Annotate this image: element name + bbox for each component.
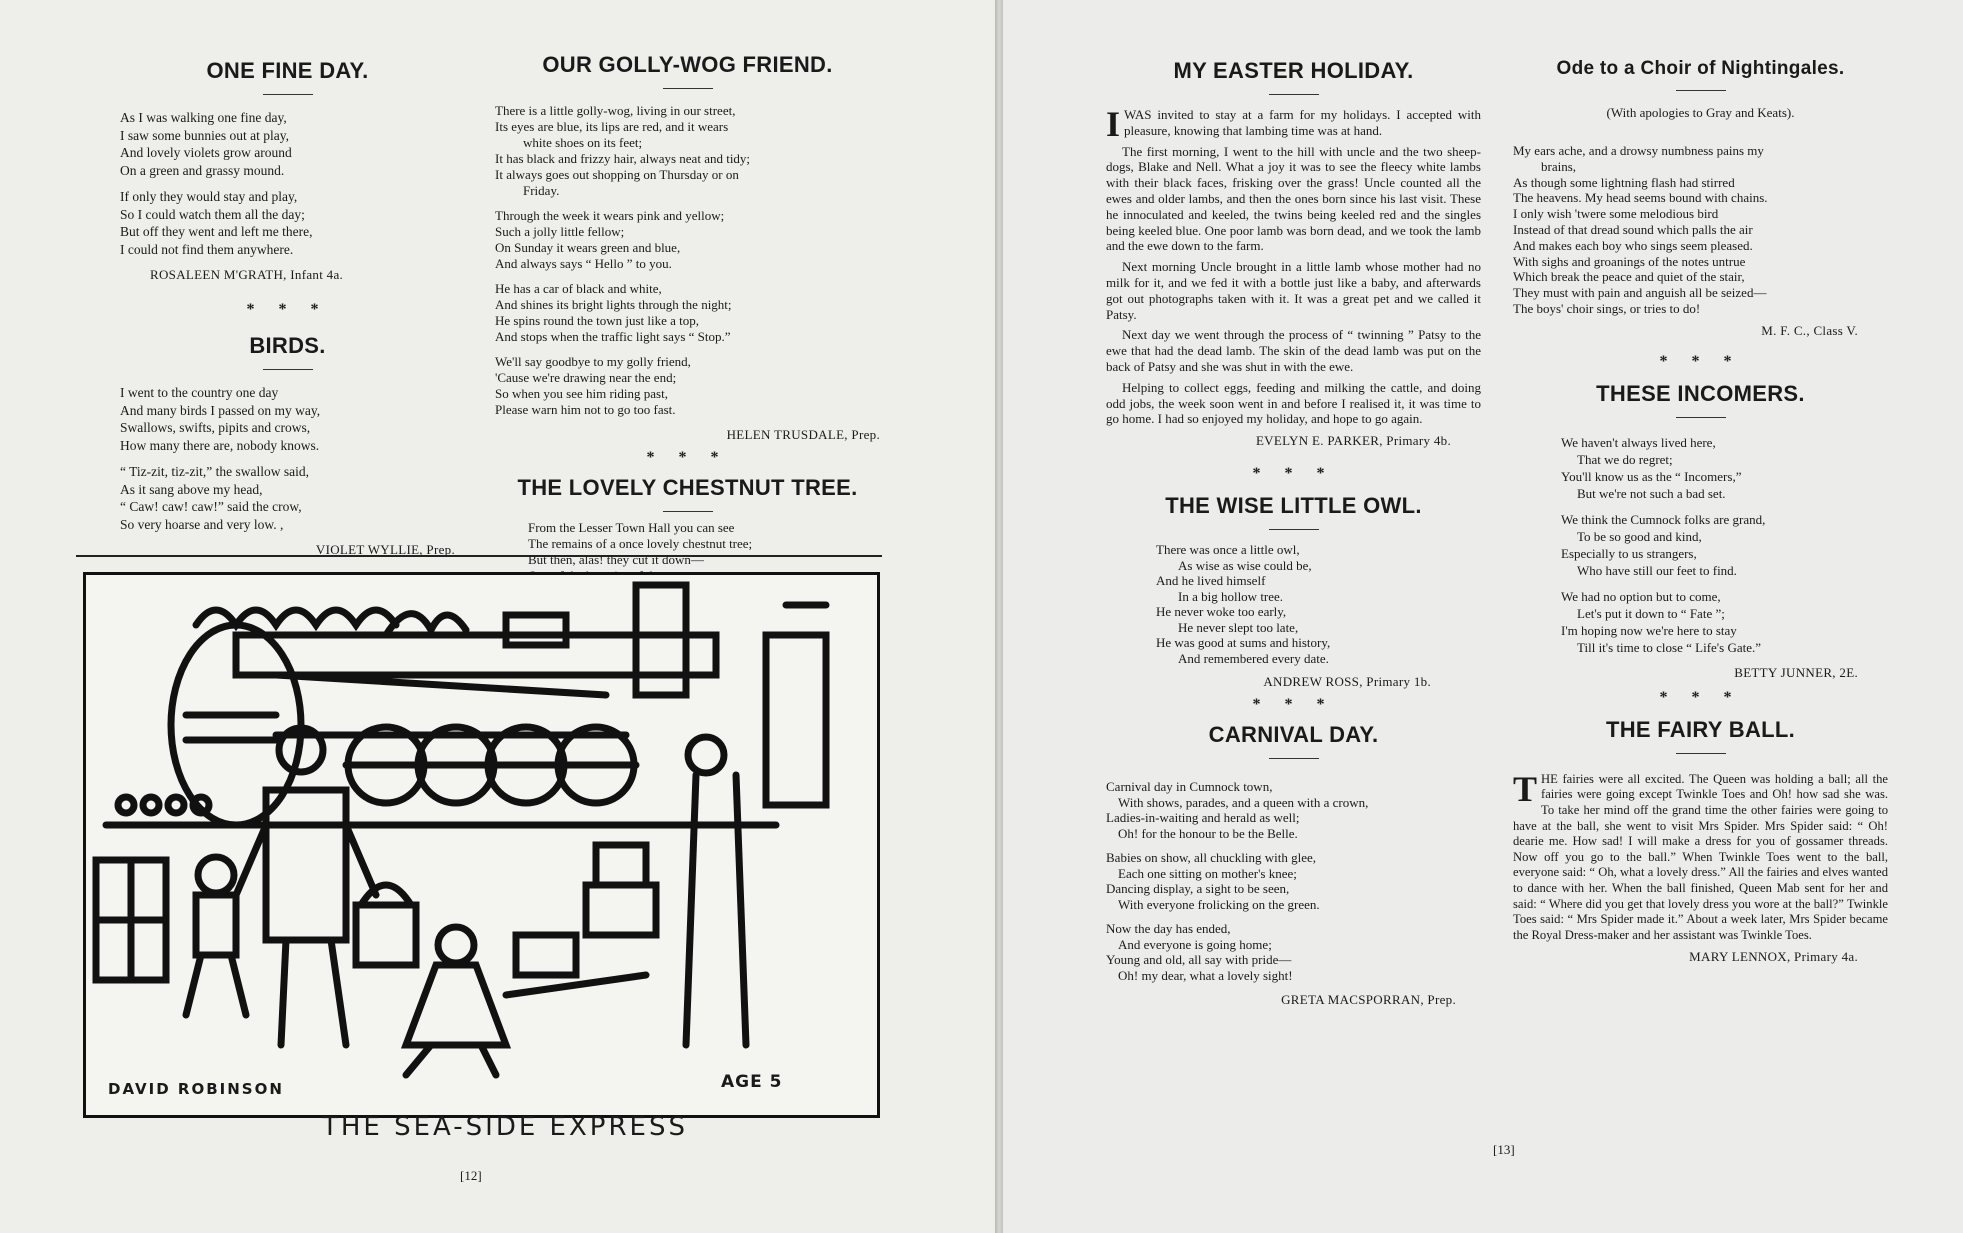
poem-line: My ears ache, and a drowsy numbness pains my (1513, 143, 1764, 158)
poem-line: So when you see him riding past, (495, 386, 668, 401)
separator-stars: * * * (1659, 688, 1742, 706)
poem-line: white shoes on its feet; (523, 135, 643, 150)
artist-signature: DAVID ROBINSON (108, 1080, 284, 1098)
one-fine-day-title: ONE FINE DAY. (206, 58, 369, 83)
poem-line: Through the week it wears pink and yellow; (495, 208, 725, 223)
horizontal-divider (76, 555, 882, 557)
owl-poem (1106, 542, 1481, 666)
poem-line: I saw some bunnies out at play, (120, 127, 289, 143)
poem-line: To be so good and kind, (1577, 528, 1702, 544)
separator-stars: * * * (1252, 696, 1335, 714)
poem-line: But then, alas! they cut it down— (528, 552, 704, 567)
paragraph (1106, 104, 1481, 144)
poem-line: I'm hoping now we're here to stay (1561, 622, 1737, 638)
poem-stanza (1561, 434, 1888, 502)
separator-stars: * * * (1659, 352, 1742, 370)
poem-line: On a green and grassy mound. (120, 162, 285, 178)
poem-line: He has a car of black and white, (495, 281, 662, 296)
poem-line: Especially to us strangers, (1561, 545, 1697, 561)
owl-title: THE WISE LITTLE OWL. (1165, 493, 1422, 519)
incomers-author: BETTY JUNNER, 2E. (1734, 664, 1858, 680)
easter-holiday-section (1106, 58, 1481, 1008)
poem-line: Such a jolly little fellow; (495, 224, 625, 239)
title-rule (1269, 94, 1319, 95)
poem-line: We haven't always lived here, (1561, 434, 1716, 450)
chestnut-title: THE LOVELY CHESTNUT TREE. (517, 475, 858, 500)
poem-line: We'll say goodbye to my golly friend, (495, 354, 691, 369)
title-rule (263, 369, 313, 370)
poem-stanza (495, 281, 880, 345)
separator-stars: * * * (246, 301, 329, 318)
poem-line: brains, (1541, 158, 1577, 174)
poem-line: He never woke too early, (1156, 604, 1287, 620)
poem-stanza (120, 109, 455, 179)
poem-line: With sighs and groanings of the notes untrue (1513, 253, 1746, 269)
poem-line: How many there are, nobody knows. (120, 437, 320, 453)
poem-line: Swallows, swifts, pipits and crows, (120, 420, 311, 435)
poem-line: The boys' choir sings, or tries to do! (1513, 300, 1701, 316)
title-rule (1676, 417, 1726, 418)
paragraph-text: WAS invited to stay at a farm for my holidays. I accepted with pleasure, knowing that lambing time was at hand. (1124, 107, 1481, 138)
poem-line: And always says “ Hello ” to you. (495, 256, 672, 271)
train-drawing-icon (86, 575, 877, 1115)
poem-line: We think the Cumnock folks are grand, (1561, 511, 1766, 527)
poem-line: As wise as wise could be, (1178, 557, 1312, 573)
poem-line: And he lived himself (1156, 573, 1266, 589)
poem-stanza (1106, 850, 1481, 912)
nightingales-author: M. F. C., Class V. (1761, 322, 1858, 338)
one-fine-day-poem (120, 109, 455, 258)
poem-stanza (495, 208, 880, 272)
poem-line: I went to the country one day (120, 385, 279, 400)
drop-cap: I (1106, 104, 1121, 144)
paragraph-text: HE fairies were all excited. The Queen was holding a ball; all the fairies were going except Twinkle Toes and Oh! how sad she was. To take her mind off the grand time the other fairies were going to have at the ball, she went to visit Mrs Spider. Mrs Spider said: “ Oh! dearie me. How sad! I will make a dress for you of gossamer threads. Now off you go to the ball.” When Twinkle Toes went to the ball, everyone said: “ Oh, what a lovely dress.” All the fairies and elves wanted to dance with her. When the ball finished, Queen Mab sent for her and said: “ Where did you get that lovely dress you wore at the ball?” Twinkle Toes said: “ Mrs Spider made it.” About a week later, Mrs Spider became the Royal Dress-maker and her assistant was Twinkle Toes. (1513, 771, 1888, 942)
poem-line: Young and old, all say with pride— (1106, 952, 1292, 968)
title-rule (663, 88, 713, 89)
poem-line: Till it's time to close “ Life's Gate.” (1577, 639, 1762, 655)
poem-stanza (495, 103, 880, 199)
title-rule (1269, 529, 1319, 530)
nightingales-subtitle: (With apologies to Gray and Keats). (1606, 105, 1795, 120)
page-number: [13] (1493, 1142, 1515, 1157)
poem-line: With everyone frolicking on the green. (1118, 896, 1320, 912)
poem-line: The heavens. My head seems bound with chains. (1513, 190, 1768, 206)
poem-line: But off they went and left me there, (120, 224, 313, 239)
golly-wog-title: OUR GOLLY-WOG FRIEND. (542, 52, 833, 77)
drop-cap: T (1513, 768, 1538, 809)
poem-line: “ Caw! caw! caw!” said the crow, (120, 499, 302, 514)
poem-line: As though some lightning flash had stirred (1513, 174, 1735, 190)
poem-stanza (495, 354, 880, 418)
title-rule (1269, 758, 1319, 759)
title-rule (1676, 753, 1726, 754)
poem-line: We had no option but to come, (1561, 588, 1721, 604)
poem-line: He never slept too late, (1178, 619, 1299, 635)
one-fine-day-author: ROSALEEN M'GRATH, Infant 4a. (150, 267, 344, 282)
separator-stars: * * * (646, 449, 729, 466)
poem-line: That we do regret; (1577, 451, 1673, 467)
poem-stanza (1106, 779, 1481, 841)
poem-line: And makes each boy who sings seem pleased. (1513, 237, 1753, 253)
separator-stars: * * * (1252, 465, 1335, 483)
poem-line: It has black and frizzy hair, always neat and tidy; (495, 151, 751, 166)
poem-stanza (1561, 588, 1888, 656)
poem-line: And remembered every date. (1178, 650, 1329, 666)
sea-side-express-drawing (83, 572, 880, 1118)
title-rule (663, 511, 713, 512)
nightingales-title: Ode to a Choir of Nightingales. (1556, 58, 1845, 79)
nightingales-poem (1513, 143, 1888, 317)
poem-line: I only wish 'twere some melodious bird (1513, 206, 1719, 222)
incomers-title: THESE INCOMERS. (1596, 380, 1805, 406)
poem-line: Oh! my dear, what a lovely sight! (1118, 967, 1293, 983)
book-gutter (995, 0, 1003, 1233)
poem-stanza (120, 384, 455, 454)
birds-author: VIOLET WYLLIE, Prep. (315, 542, 455, 557)
poem-line: If only they would stay and play, (120, 189, 298, 204)
poem-line: 'Cause we're drawing near the end; (495, 370, 677, 385)
poem-line: Which break the peace and quiet of the stair, (1513, 269, 1745, 285)
carnival-poem (1106, 779, 1481, 983)
poem-line: And shines its bright lights through the night; (495, 297, 732, 312)
poem-line: Now the day has ended, (1106, 921, 1231, 937)
owl-author: ANDREW ROSS, Primary 1b. (1263, 674, 1431, 690)
paragraph: Helping to collect eggs, feeding and milking the cattle, and doing odd jobs, the week soon went in and before I realised it, it was time to go home. I had so enjoyed my holiday, and hope to go again. (1106, 379, 1481, 427)
birds-title: BIRDS. (249, 333, 326, 358)
poem-line: So very hoarse and very low. , (120, 516, 284, 532)
poem-line: In a big hollow tree. (1178, 588, 1284, 604)
golly-wog-poem (495, 103, 880, 418)
carnival-author: GRETA MACSPORRAN, Prep. (1281, 992, 1456, 1008)
poem-line: Friday. (523, 183, 560, 198)
poem-stanza (120, 463, 455, 533)
poem-stanza (120, 188, 455, 258)
poem-line: As it sang above my head, (120, 481, 263, 497)
poem-line: From the Lesser Town Hall you can see (528, 520, 735, 535)
drawing-caption: THE SEA-SIDE EXPRESS (322, 1112, 688, 1142)
poem-line: Please warn him not to go too fast. (495, 402, 676, 417)
paragraph: The first morning, I went to the hill with uncle and the two sheep-dogs, Blake and Nell. What a joy it was to see the fleecy white lambs with their black faces, frisking over the grass! Uncle counted all the ewes and older lambs, and then the ones born since his last visit. These he innoculated and keeled, the twins being keeled red and the singles being keeled blue. One poor lamb was born dead, and we took the lamb and the ewe down to the farm. (1106, 143, 1481, 254)
poem-line: You'll know us as the “ Incomers,” (1561, 468, 1742, 484)
poem-line: So I could watch them all the day; (120, 206, 305, 222)
fairy-ball-title: THE FAIRY BALL. (1605, 716, 1796, 742)
incomers-poem (1513, 434, 1888, 656)
fairy-ball-text (1513, 768, 1888, 944)
easter-holiday-author: EVELYN E. PARKER, Primary 4b. (1255, 433, 1451, 449)
poem-stanza (1106, 921, 1481, 983)
fairy-ball-author: MARY LENNOX, Primary 4a. (1689, 949, 1858, 965)
carnival-title: CARNIVAL DAY. (1208, 722, 1379, 748)
golly-wog-author: HELEN TRUSDALE, Prep. (726, 427, 880, 442)
birds-poem (120, 384, 455, 533)
artist-age: AGE 5 (721, 1072, 783, 1092)
poem-stanza (1561, 511, 1888, 579)
poem-line: With shows, parades, and a queen with a crown, (1118, 794, 1369, 810)
poem-line: And stops when the traffic light says “ Stop.” (495, 329, 731, 344)
golly-wog-section (495, 52, 880, 608)
poem-line: But we're not such a bad set. (1577, 485, 1726, 501)
easter-holiday-text (1106, 104, 1481, 427)
paragraph (1513, 768, 1888, 944)
poem-line: “ Tiz-zit, tiz-zit,” the swallow said, (120, 464, 309, 479)
right-page (1003, 0, 1963, 1233)
poem-line: Babies on show, all chuckling with glee, (1106, 850, 1317, 866)
poem-line: Each one sitting on mother's knee; (1118, 865, 1297, 881)
page-number: [12] (460, 1168, 482, 1183)
one-fine-day-section (120, 58, 455, 558)
poem-line: The remains of a once lovely chestnut tree; (528, 536, 753, 551)
easter-holiday-title: MY EASTER HOLIDAY. (1173, 58, 1414, 83)
poem-line: Who have still our feet to find. (1577, 562, 1737, 578)
paragraph: Next morning Uncle brought in a little lamb whose mother had no milk for it, and we fed it with a bottle just like a baby, and afterwards got out photographs taken with it. It was a great pet and we called it Patsy. (1106, 259, 1481, 322)
right-column (1513, 58, 1888, 965)
poem-line: They must with pain and anguish all be seized— (1513, 285, 1767, 301)
poem-line: Ladies-in-waiting and herald as well; (1106, 810, 1300, 826)
poem-line: Let's put it down to “ Fate ”; (1577, 605, 1725, 621)
poem-line: And everyone is going home; (1118, 936, 1272, 952)
poem-line: It always goes out shopping on Thursday or on (495, 167, 739, 182)
poem-line: On Sunday it wears green and blue, (495, 240, 681, 255)
poem-line: Oh! for the honour to be the Belle. (1118, 825, 1298, 841)
poem-line: He was good at sums and history, (1156, 635, 1331, 651)
poem-line: He spins round the town just like a top, (495, 313, 700, 328)
poem-line: And many birds I passed on my way, (120, 402, 321, 418)
poem-line: There was once a little owl, (1156, 542, 1300, 558)
poem-line: And lovely violets grow around (120, 145, 292, 160)
poem-line: Carnival day in Cumnock town, (1106, 779, 1273, 795)
paragraph: Next day we went through the process of “ twinning ” Patsy to the ewe that had the dead lamb. The skin of the dead lamb was put on the back of Patsy and she was shut in with the ewe. (1106, 327, 1481, 374)
poem-line: Dancing display, a sight to be seen, (1106, 881, 1290, 897)
title-rule (1676, 90, 1726, 91)
poem-line: I could not find them anywhere. (120, 241, 294, 257)
poem-line: There is a little golly-wog, living in our street, (495, 103, 736, 118)
poem-line: Instead of that dread sound which palls the air (1513, 221, 1753, 237)
poem-line: As I was walking one fine day, (120, 110, 287, 125)
poem-line: Its eyes are blue, its lips are red, and it wears (495, 119, 729, 134)
title-rule (263, 94, 313, 95)
